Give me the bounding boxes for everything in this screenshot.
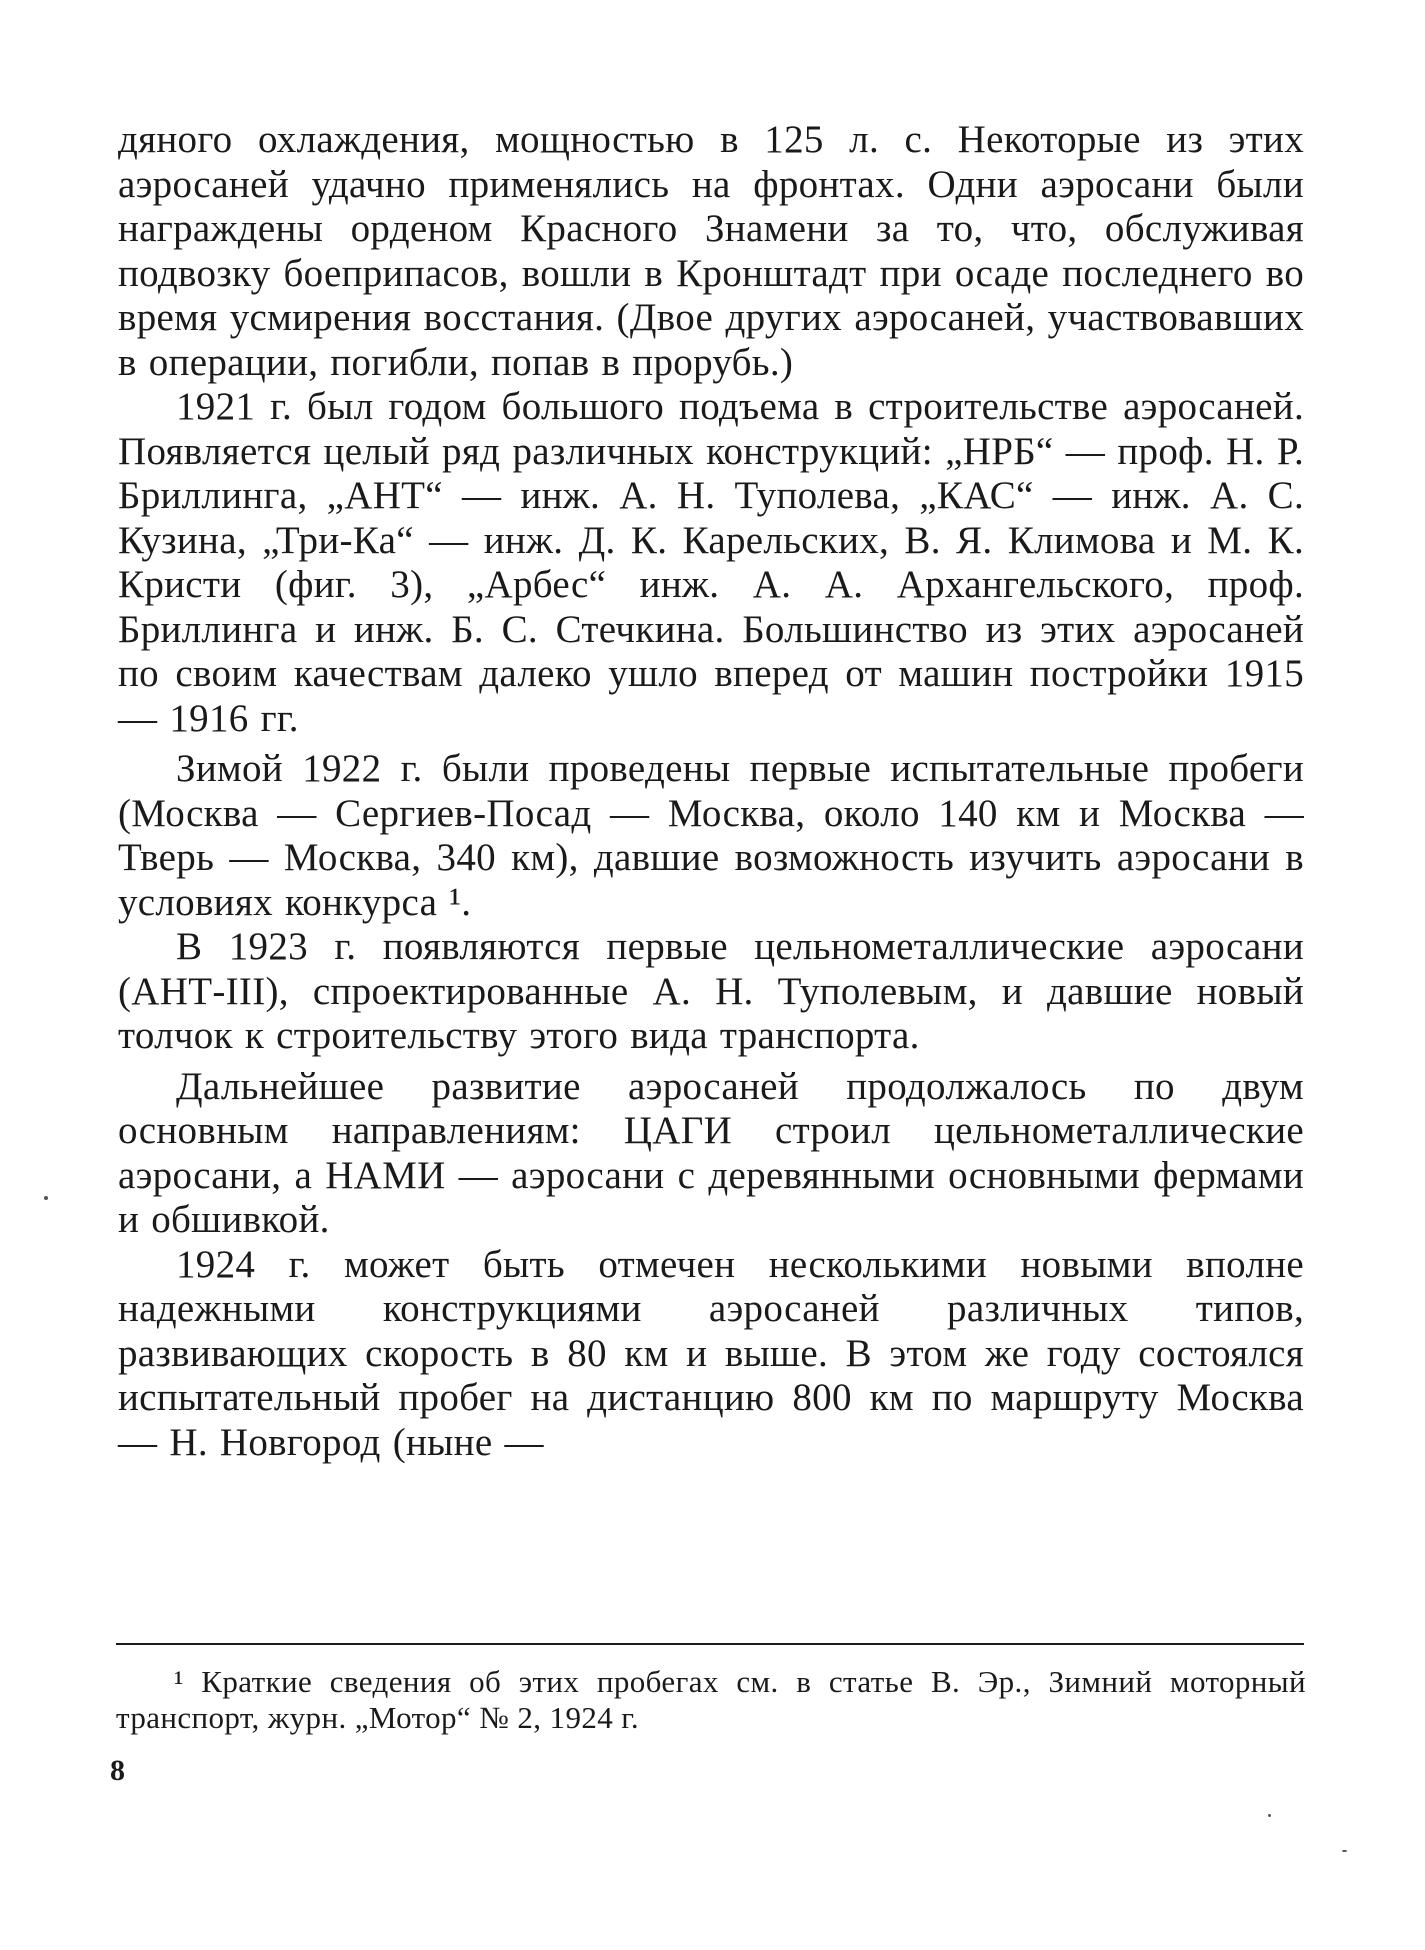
footnote-divider <box>116 1643 1304 1645</box>
page-number: 8 <box>110 1754 125 1787</box>
paragraph-4: В 1923 г. появляются первые цельнометаллические аэросани (АНТ-III), спроектированные А. Н. Туполевым, и давшие новый толчок к строительству этого вида транспорта. <box>118 925 1304 1057</box>
paragraph-2: 1921 г. был годом большого подъема в строительстве аэросаней. Появляется целый ряд различных конструкций: „НРБ“ — проф. Н. Р. Бриллинга, „АНТ“ — инж. А. Н. Туполева, „КАС“ — инж. А. С. Кузина, „Три-Ка“ — инж. Д. К. Карельских, В. Я. Климова и М. К. Кристи (фиг. 3), „Арбес“ инж. А. А. Архангельского, проф. Бриллинга и инж. Б. С. Стечкина. Большинство из этих аэросаней по своим качествам далеко ушло вперед от машин постройки 1915 — 1916 гг. <box>118 385 1304 740</box>
paragraph-3: Зимой 1922 г. были проведены первые испытательные пробеги (Москва — Сергиев-Посад — Москва, около 140 км и Москва — Тверь — Москва, 340 км), давшие возможность изучить аэросани в условиях конкурса ¹. <box>118 747 1304 924</box>
scan-speck <box>44 1196 48 1200</box>
paragraph-1: дяного охлаждения, мощностью в 125 л. с. Некоторые из этих аэросаней удачно применялись на фронтах. Одни аэросани были награждены орденом Красного Знамени за то, что, обслуживая подвозку боеприпасов, вошли в Кронштадт при осаде последнего во время усмирения восстания. (Двое других аэросаней, участвовавших в операции, погибли, попав в прорубь.) <box>118 118 1304 384</box>
paragraph-5: Дальнейшее развитие аэросаней продолжалось по двум основным направлениям: ЦАГИ строил цельнометаллические аэросани, а НАМИ — аэросани с деревянными основными фермами и обшивкой. <box>118 1064 1304 1241</box>
scan-speck <box>1268 1814 1271 1817</box>
footnote: ¹ Краткие сведения об этих пробегах см. в статье В. Эр., Зимний моторный транспорт, журн. „Мотор“ № 2, 1924 г. <box>116 1664 1306 1735</box>
main-text <box>118 118 1304 1465</box>
paragraph-6: 1924 г. может быть отмечен несколькими новыми вполне надежными конструкциями аэросаней различных типов, развивающих скорость в 80 км и выше. В этом же году состоялся испытательный пробег на дистанцию 800 км по маршруту Москва — Н. Новгород (ныне — <box>118 1242 1304 1464</box>
scan-speck <box>1342 1850 1347 1852</box>
